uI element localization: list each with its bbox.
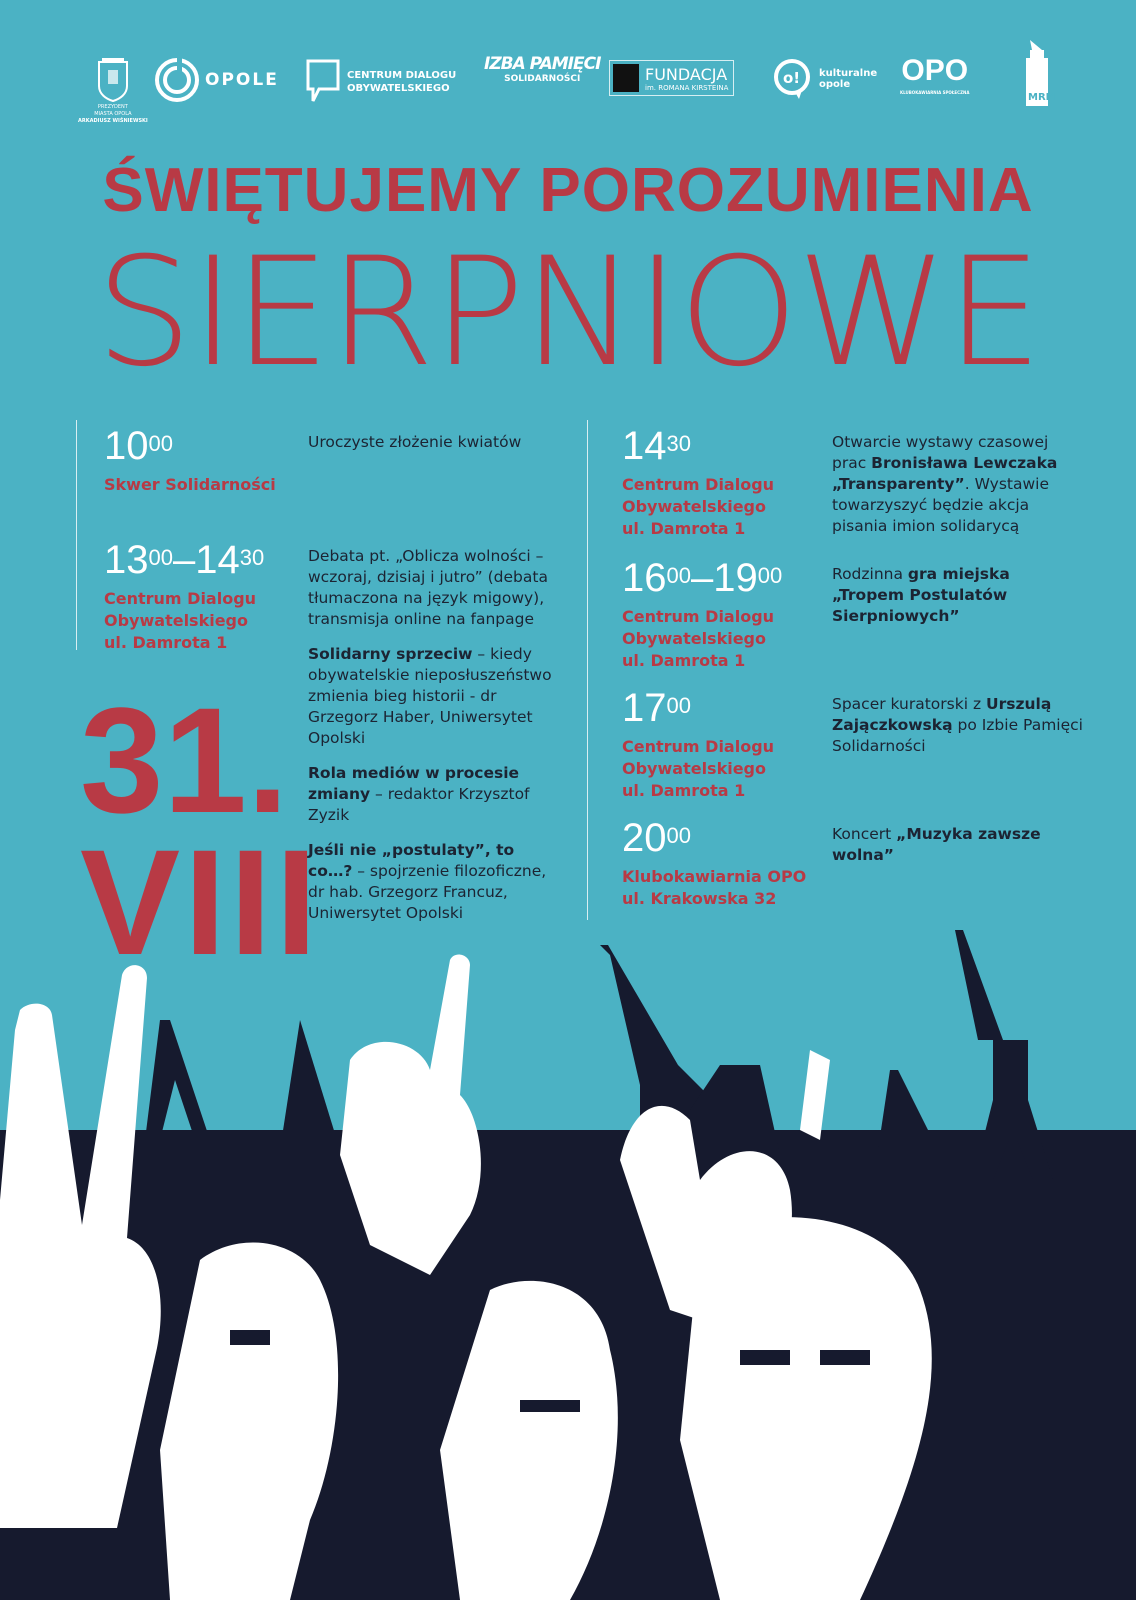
- event-description: [832, 432, 1087, 551]
- left-divider: [76, 420, 77, 650]
- time-start-minutes: 00: [666, 693, 691, 718]
- time-start-minutes: 00: [666, 823, 691, 848]
- description-paragraph: [308, 546, 563, 630]
- opole-logo: [155, 58, 279, 102]
- time-start-minutes: 00: [666, 563, 691, 588]
- date-month: VIII: [80, 818, 322, 986]
- event-location: Centrum Dialogu Obywatelskiego ul. Damrota 1: [622, 607, 775, 670]
- description-text: gra miejska „Tropem Postulatów Sierpniowych”: [832, 565, 1010, 625]
- izba-text: IZBA PAMIĘCI: [484, 54, 601, 74]
- event-location: Skwer Solidarności: [104, 475, 276, 494]
- description-text: Spacer kuratorski z: [832, 695, 987, 713]
- title-line-2: SIERPNIOWE: [95, 226, 1041, 400]
- event-time: [104, 424, 173, 468]
- event-description: [832, 694, 1087, 771]
- fundacja-text: FUNDACJA: [645, 64, 728, 84]
- opo-logo: [900, 54, 969, 95]
- description-paragraph: [308, 763, 563, 826]
- event-location: Centrum Dialogu Obywatelskiego ul. Damrota 1: [622, 475, 775, 538]
- time-start: 16: [622, 556, 667, 600]
- mrm-logo: [1016, 40, 1056, 106]
- description-text: – kiedy obywatelskie nieposłuszeństwo zmienia bieg historii - dr Grzegorz Haber, Uniwersytet Opolski: [308, 645, 552, 747]
- kulturalne-line: opole: [819, 79, 851, 90]
- opo-text: OPO: [901, 54, 969, 87]
- president-line: PREZYDENT: [97, 104, 128, 110]
- time-end: –19: [690, 556, 758, 600]
- president-line: MIASTA OPOLA: [94, 111, 132, 117]
- description-text: Jeśli nie „postulaty”, to co…?: [308, 841, 515, 880]
- description-text: Bronisława Lewczaka „Transparenty”: [832, 454, 1058, 493]
- title-line-1: ŚWIĘTUJEMY POROZUMIENIA: [102, 156, 1034, 225]
- time-end: –14: [172, 538, 240, 582]
- description-paragraph: [832, 694, 1087, 757]
- event-time: [622, 424, 691, 468]
- description-paragraph: [832, 432, 1087, 537]
- center-divider: [587, 420, 588, 920]
- event-description: [832, 824, 1087, 880]
- time-start: 20: [622, 816, 667, 860]
- event-location: Centrum Dialogu Obywatelskiego ul. Damrota 1: [104, 589, 257, 652]
- event-description: [832, 564, 1087, 641]
- description-paragraph: [308, 840, 563, 924]
- event-location: Centrum Dialogu Obywatelskiego ul. Damrota 1: [622, 737, 775, 800]
- centrum-line: CENTRUM DIALOGU: [347, 70, 457, 81]
- description-text: . Wystawie towarzyszyć będzie akcja pisania imion solidarycą: [832, 475, 1049, 535]
- cranes-silhouette: [0, 930, 1136, 1270]
- centrum-dialogu-logo: [305, 58, 456, 106]
- sponsor-logos: [0, 40, 1136, 140]
- description-text: po Izbie Pamięci Solidarności: [832, 716, 1083, 755]
- fundacja-logo: [609, 60, 734, 96]
- izba-pamieci-logo: [484, 54, 600, 84]
- description-text: „Muzyka zawsze wolna”: [832, 825, 1041, 864]
- event-location: Klubokawiarnia OPO ul. Krakowska 32: [622, 867, 807, 908]
- svg-text:o!: o!: [783, 69, 801, 87]
- description-paragraph: [308, 432, 563, 453]
- portrait-icon: [613, 64, 639, 92]
- description-text: Otwarcie wystawy czasowej prac: [832, 433, 1049, 472]
- o-exclamation-icon: [773, 58, 813, 100]
- event-time: [104, 538, 264, 582]
- description-paragraph: [832, 564, 1087, 627]
- speech-bubble-icon: [305, 58, 341, 106]
- description-text: Solidarny sprzeciw: [308, 645, 473, 663]
- president-line: ARKADIUSZ WIŚNIEWSKI: [78, 118, 148, 124]
- time-start: 14: [622, 424, 667, 468]
- tower-icon: [1016, 40, 1056, 106]
- description-text: – redaktor Krzysztof Zyzik: [308, 785, 530, 824]
- opole-text: OPOLE: [205, 70, 279, 90]
- event-time: [622, 556, 782, 600]
- description-paragraph: [308, 644, 563, 749]
- description-text: Debata pt. „Oblicza wolności – wczoraj, dzisiaj i jutro” (debata tłumaczona na język migowy), transmisja online na fanpage: [308, 547, 548, 628]
- opole-circle-icon: [155, 58, 199, 102]
- time-start: 13: [104, 538, 149, 582]
- time-start-minutes: 30: [666, 431, 691, 456]
- description-paragraph: [832, 824, 1087, 866]
- time-start-minutes: 00: [148, 545, 173, 570]
- svg-text:MRM: MRM: [1028, 92, 1056, 103]
- kulturalne-opole-logo: [773, 58, 877, 100]
- date-day: 31.: [80, 676, 289, 844]
- kulturalne-line: kulturalne: [819, 68, 878, 79]
- time-start-minutes: 00: [148, 431, 173, 456]
- fundacja-sub: im. ROMANA KIRSTEINA: [645, 83, 729, 92]
- event-description: [308, 546, 563, 938]
- description-text: Koncert: [832, 825, 897, 843]
- crowd-and-cranes-illustration: [0, 930, 1136, 1600]
- opo-sub: KLUBOKAWIARNIA SPOŁECZNA: [900, 90, 970, 95]
- time-start: 10: [104, 424, 149, 468]
- description-text: Rodzinna: [832, 565, 908, 583]
- time-end-minutes: 00: [757, 563, 783, 588]
- description-text: Rola mediów w procesie zmiany: [308, 764, 520, 803]
- coat-of-arms-icon: [96, 56, 130, 102]
- time-start: 17: [622, 686, 667, 730]
- event-time: [622, 686, 691, 730]
- centrum-line: OBYWATELSKIEGO: [347, 83, 450, 94]
- description-text: Uroczyste złożenie kwiatów: [308, 433, 522, 451]
- event-time: [622, 816, 691, 860]
- description-text: Urszulą Zajączkowską: [832, 695, 1052, 734]
- description-text: – spojrzenie filozoficzne, dr hab. Grzegorz Francuz, Uniwersytet Opolski: [308, 862, 547, 922]
- president-logo: [78, 56, 148, 125]
- izba-sub: SOLIDARNOŚCI: [504, 74, 581, 84]
- time-end-minutes: 30: [239, 545, 265, 570]
- event-description: [308, 432, 563, 467]
